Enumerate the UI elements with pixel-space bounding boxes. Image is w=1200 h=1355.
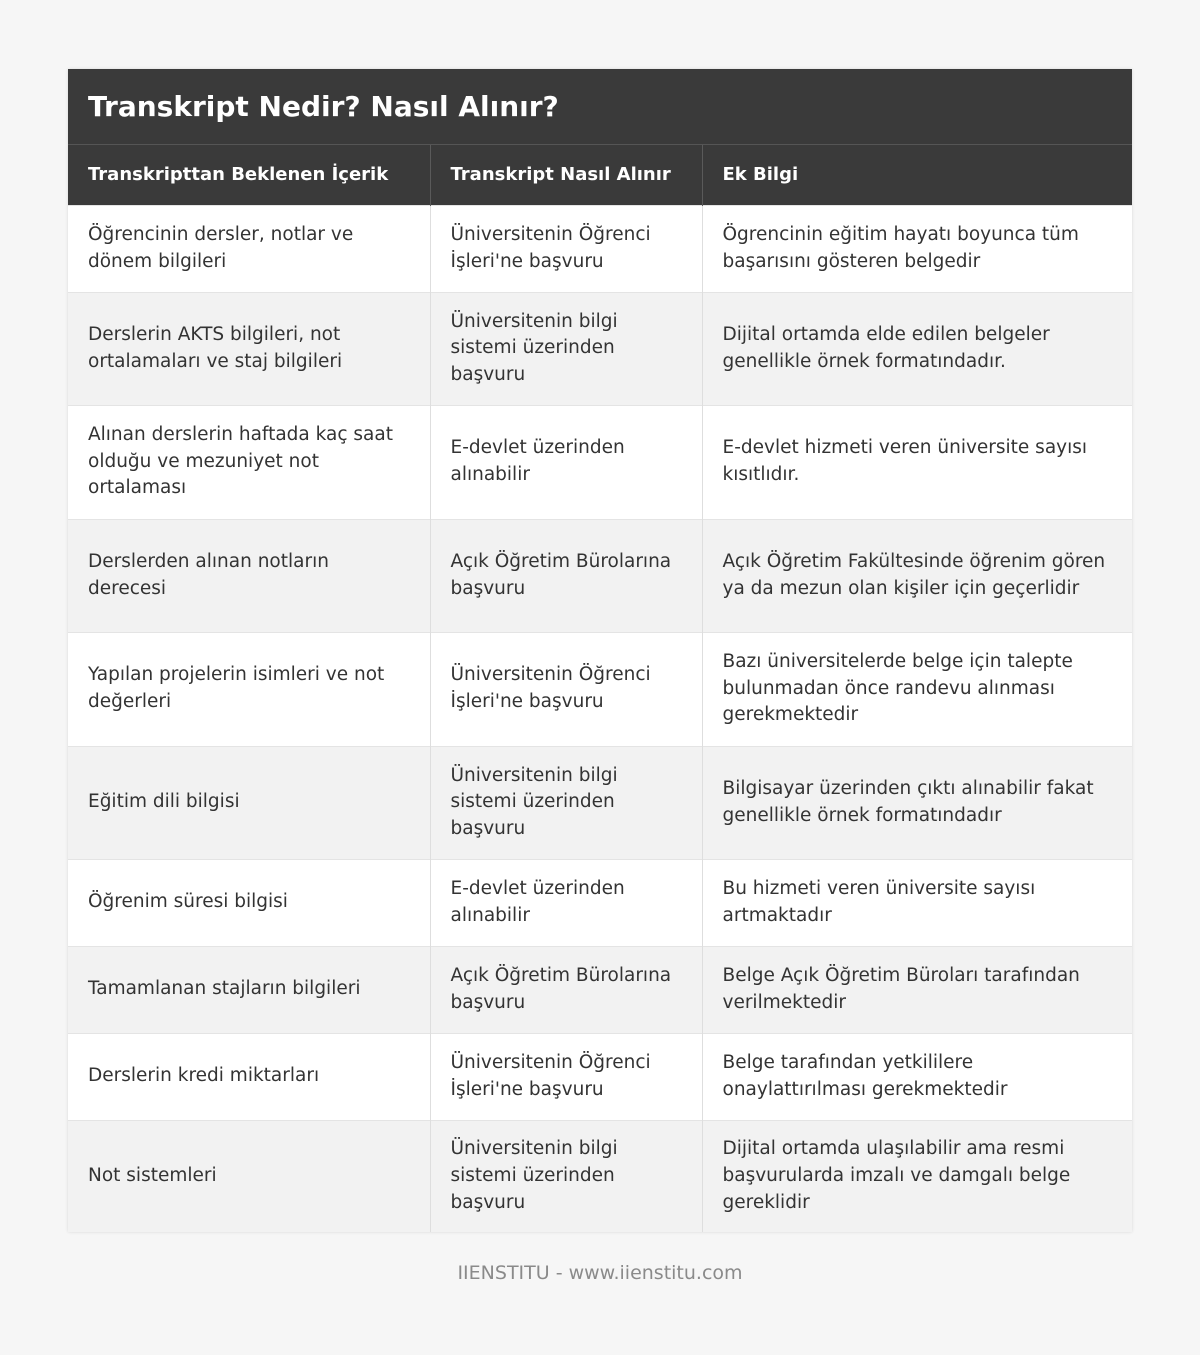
table-row xyxy=(68,632,1132,746)
table-title: Transkript Nedir? Nasıl Alınır? xyxy=(68,69,1132,145)
column-header-info: Ek Bilgi xyxy=(702,145,1132,205)
transcript-table xyxy=(68,145,1132,1232)
table-cell: Dijital ortamda elde edilen belgeler genellikle örnek formatındadır. xyxy=(702,292,1132,405)
table-cell: Üniversitenin Öğrenci İşleri'ne başvuru xyxy=(430,205,702,292)
table-card xyxy=(68,69,1132,1232)
table-cell: Eğitim dili bilgisi xyxy=(68,746,430,859)
table-cell: Derslerin AKTS bilgileri, not ortalamaları ve staj bilgileri xyxy=(68,292,430,405)
table-row xyxy=(68,205,1132,292)
table-row xyxy=(68,859,1132,946)
table-cell: E-devlet üzerinden alınabilir xyxy=(430,859,702,946)
table-row xyxy=(68,292,1132,405)
table-cell: Öğrencinin dersler, notlar ve dönem bilgileri xyxy=(68,205,430,292)
table-cell: Yapılan projelerin isimleri ve not değerleri xyxy=(68,632,430,746)
table-cell: Bazı üniversitelerde belge için talepte bulunmadan önce randevu alınması gerekmektedir xyxy=(702,632,1132,746)
column-header-how: Transkript Nasıl Alınır xyxy=(430,145,702,205)
table-cell: Bilgisayar üzerinden çıktı alınabilir fakat genellikle örnek formatındadır xyxy=(702,746,1132,859)
table-cell: Belge Açık Öğretim Büroları tarafından verilmektedir xyxy=(702,946,1132,1033)
table-cell: Açık Öğretim Fakültesinde öğrenim gören ya da mezun olan kişiler için geçerlidir xyxy=(702,519,1132,632)
table-cell: Tamamlanan stajların bilgileri xyxy=(68,946,430,1033)
table-cell: Açık Öğretim Bürolarına başvuru xyxy=(430,519,702,632)
table-cell: Derslerden alınan notların derecesi xyxy=(68,519,430,632)
table-cell: E-devlet üzerinden alınabilir xyxy=(430,405,702,519)
table-cell: Derslerin kredi miktarları xyxy=(68,1033,430,1120)
table-cell: Üniversitenin Öğrenci İşleri'ne başvuru xyxy=(430,632,702,746)
table-cell: E-devlet hizmeti veren üniversite sayısı kısıtlıdır. xyxy=(702,405,1132,519)
header-row xyxy=(68,145,1132,205)
table-cell: Öğrenim süresi bilgisi xyxy=(68,859,430,946)
table-cell: Alınan derslerin haftada kaç saat olduğu ve mezuniyet not ortalaması xyxy=(68,405,430,519)
table-row xyxy=(68,946,1132,1033)
table-row xyxy=(68,405,1132,519)
footer-credit: IIENSTITU - www.iienstitu.com xyxy=(457,1262,743,1284)
table-cell: Üniversitenin bilgi sistemi üzerinden başvuru xyxy=(430,1120,702,1232)
table-cell: Açık Öğretim Bürolarına başvuru xyxy=(430,946,702,1033)
table-cell: Bu hizmeti veren üniversite sayısı artmaktadır xyxy=(702,859,1132,946)
table-row xyxy=(68,1120,1132,1232)
table-cell: Üniversitenin bilgi sistemi üzerinden başvuru xyxy=(430,292,702,405)
table-cell: Ögrencinin eğitim hayatı boyunca tüm başarısını gösteren belgedir xyxy=(702,205,1132,292)
table-row xyxy=(68,746,1132,859)
table-cell: Üniversitenin Öğrenci İşleri'ne başvuru xyxy=(430,1033,702,1120)
table-cell: Üniversitenin bilgi sistemi üzerinden başvuru xyxy=(430,746,702,859)
table-cell: Not sistemleri xyxy=(68,1120,430,1232)
column-header-content: Transkripttan Beklenen İçerik xyxy=(68,145,430,205)
table-cell: Dijital ortamda ulaşılabilir ama resmi başvurularda imzalı ve damgalı belge gereklidir xyxy=(702,1120,1132,1232)
table-row xyxy=(68,1033,1132,1120)
table-cell: Belge tarafından yetkililere onaylattırılması gerekmektedir xyxy=(702,1033,1132,1120)
table-row xyxy=(68,519,1132,632)
